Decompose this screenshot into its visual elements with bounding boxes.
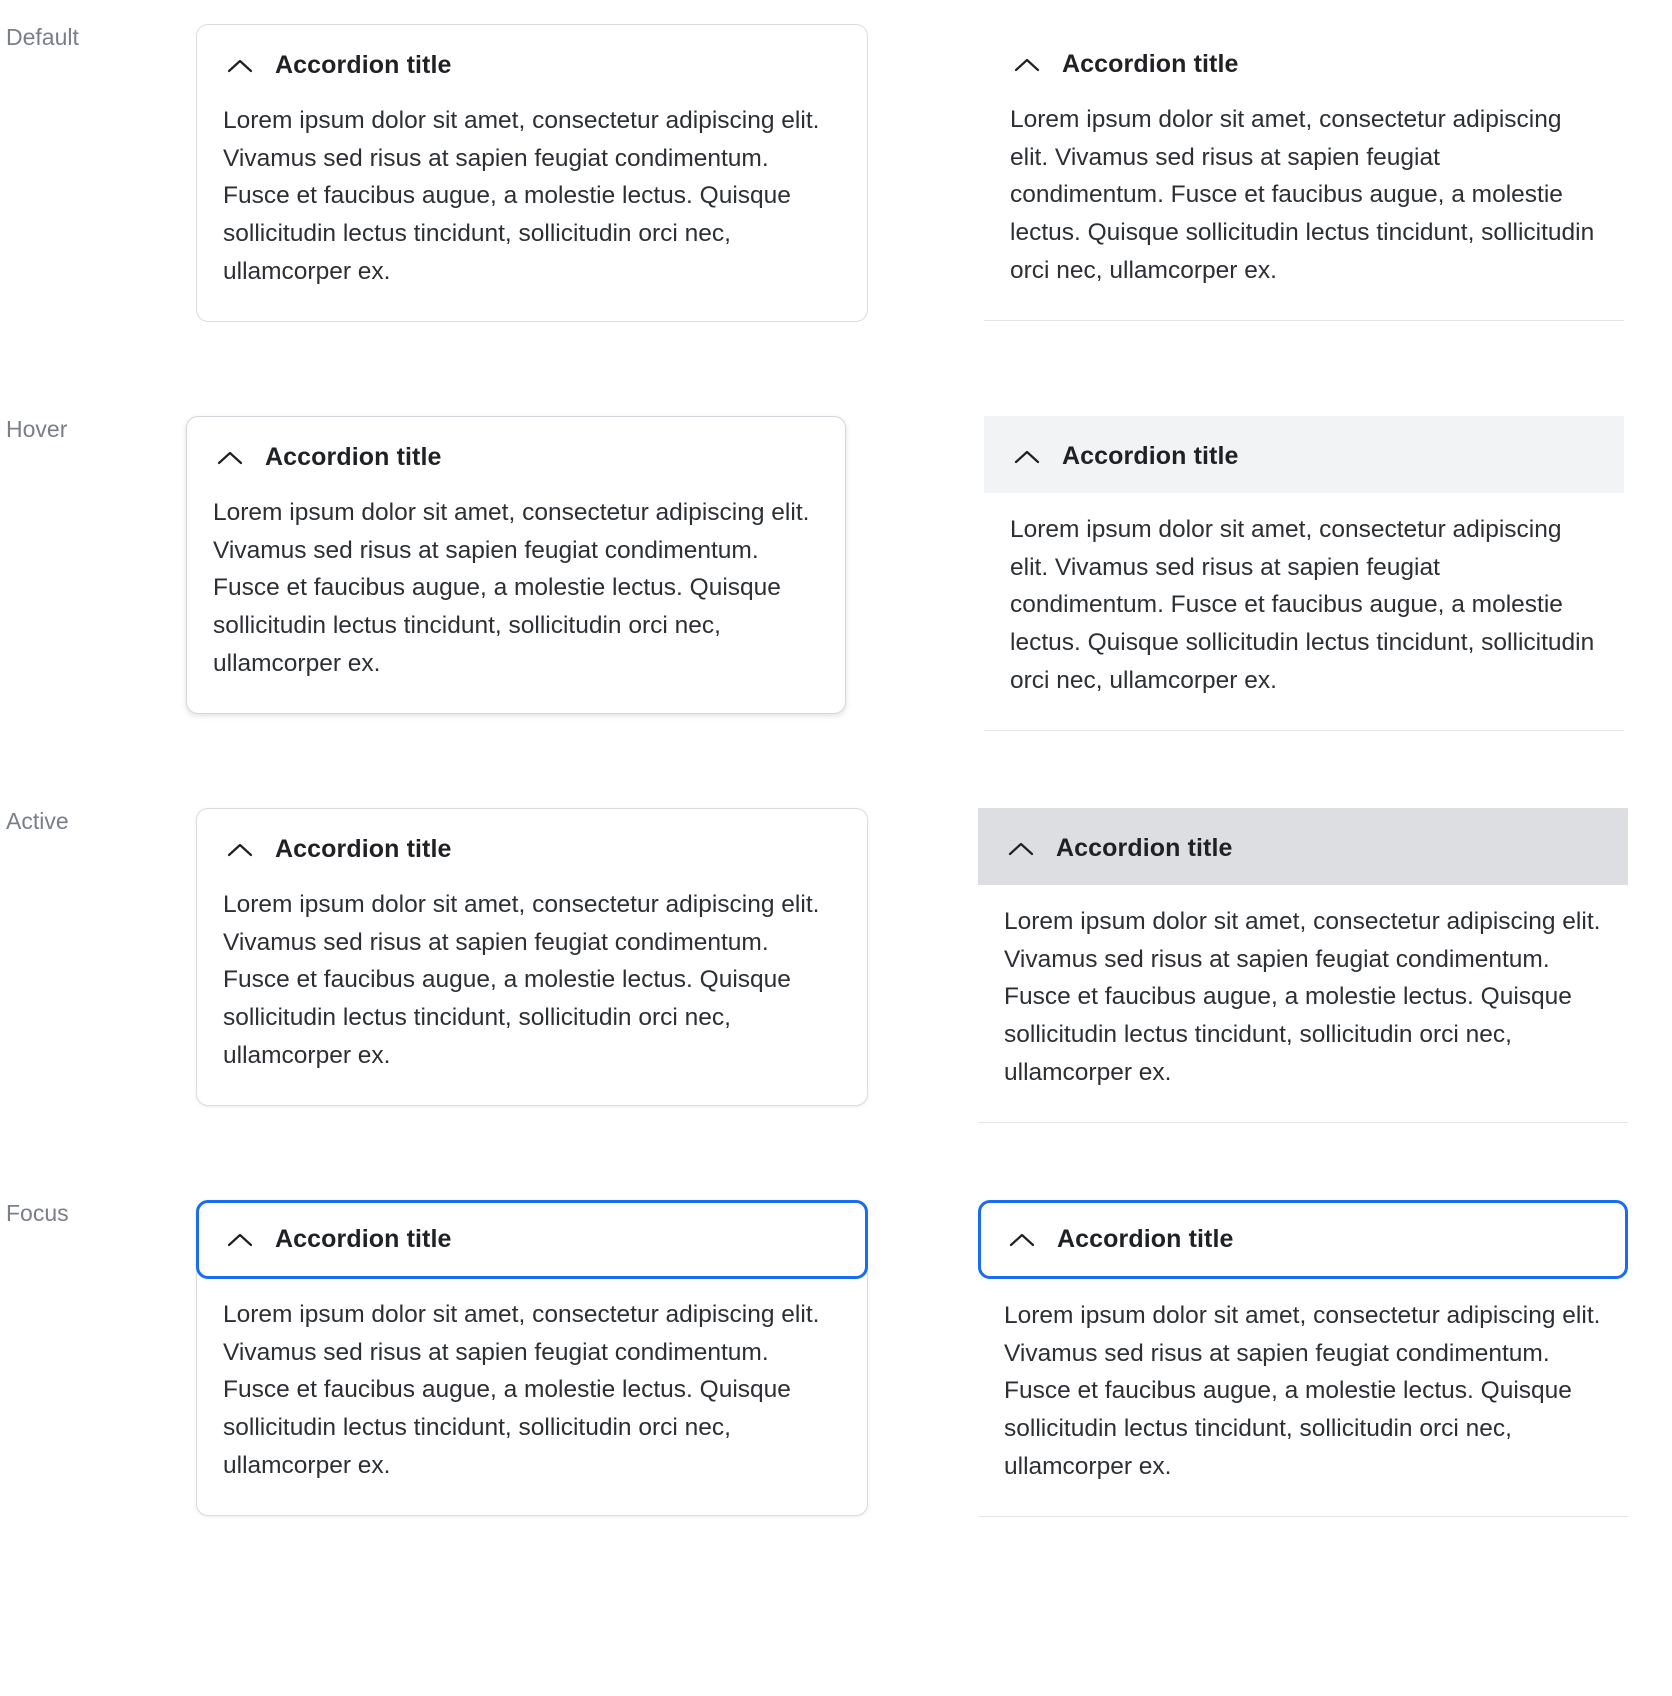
accordion-header-focus-ring[interactable] [196, 1200, 868, 1279]
chevron-up-icon [1010, 449, 1044, 465]
accordion-hover-plain [984, 416, 1624, 731]
accordion-header[interactable] [984, 416, 1624, 493]
accordion-plain[interactable] [984, 24, 1624, 321]
accordion-title: Accordion title [275, 51, 452, 79]
accordion-header[interactable] [187, 417, 845, 494]
state-row-hover [0, 416, 1672, 731]
accordion-focus-plain [978, 1200, 1628, 1517]
accordion-title: Accordion title [275, 1225, 452, 1253]
accordion-body: Lorem ipsum dolor sit amet, consectetur adipiscing elit. Vivamus sed risus at sapien feugiat condimentum. Fusce et faucibus augue, a molestie lectus. Quisque sollicitudin lectus tincidunt, sollicitudin orci nec, ullamcorper ex. [1004, 908, 1601, 1086]
accordion-focus-card [196, 1200, 868, 1516]
accordion-title: Accordion title [1062, 50, 1239, 78]
accordion-body: Lorem ipsum dolor sit amet, consectetur adipiscing elit. Vivamus sed risus at sapien feugiat condimentum. Fusce et faucibus augue, a molestie lectus. Quisque sollicitudin lectus tincidunt, sollicitudin orci nec, ullamcorper ex. [1004, 1302, 1601, 1480]
accordion-body: Lorem ipsum dolor sit amet, consectetur adipiscing elit. Vivamus sed risus at sapien feugiat condimentum. Fusce et faucibus augue, a molestie lectus. Quisque sollicitudin lectus tincidunt, sollicitudin orci nec, ullamcorper ex. [223, 107, 820, 285]
accordion-card[interactable] [196, 24, 868, 322]
state-row-default [0, 24, 1672, 322]
accordion-card[interactable] [186, 416, 846, 714]
state-row-active [0, 808, 1672, 1123]
chevron-up-icon [223, 1232, 257, 1248]
accordion-card[interactable] [196, 1200, 868, 1516]
accordion-body: Lorem ipsum dolor sit amet, consectetur adipiscing elit. Vivamus sed risus at sapien feugiat condimentum. Fusce et faucibus augue, a molestie lectus. Quisque sollicitudin lectus tincidunt, sollicitudin orci nec, ullamcorper ex. [1010, 516, 1595, 694]
accordion-header[interactable] [981, 1203, 1625, 1276]
chevron-up-icon [223, 58, 257, 74]
accordion-body: Lorem ipsum dolor sit amet, consectetur adipiscing elit. Vivamus sed risus at sapien feugiat condimentum. Fusce et faucibus augue, a molestie lectus. Quisque sollicitudin lectus tincidunt, sollicitudin orci nec, ullamcorper ex. [223, 1301, 820, 1479]
accordion-header[interactable] [197, 809, 867, 886]
accordion-plain[interactable] [978, 808, 1628, 1123]
accordion-header[interactable] [199, 1203, 865, 1276]
chevron-up-icon [1005, 1232, 1039, 1248]
accordion-title: Accordion title [1056, 834, 1233, 862]
accordion-header[interactable] [978, 808, 1628, 885]
state-label-active: Active [6, 808, 69, 834]
chevron-up-icon [223, 842, 257, 858]
accordion-body: Lorem ipsum dolor sit amet, consectetur adipiscing elit. Vivamus sed risus at sapien feugiat condimentum. Fusce et faucibus augue, a molestie lectus. Quisque sollicitudin lectus tincidunt, sollicitudin orci nec, ullamcorper ex. [223, 891, 820, 1069]
accordion-title: Accordion title [1062, 442, 1239, 470]
state-row-focus [0, 1200, 1672, 1517]
state-label-hover: Hover [6, 416, 68, 442]
accordion-header[interactable] [984, 24, 1624, 101]
accordion-body: Lorem ipsum dolor sit amet, consectetur adipiscing elit. Vivamus sed risus at sapien feugiat condimentum. Fusce et faucibus augue, a molestie lectus. Quisque sollicitudin lectus tincidunt, sollicitudin orci nec, ullamcorper ex. [213, 499, 810, 677]
accordion-card[interactable] [196, 808, 868, 1106]
chevron-up-icon [1010, 57, 1044, 73]
accordion-header[interactable] [197, 25, 867, 102]
accordion-title: Accordion title [275, 835, 452, 863]
accordion-plain[interactable] [984, 416, 1624, 731]
accordion-plain[interactable] [978, 1200, 1628, 1517]
accordion-title: Accordion title [1057, 1225, 1234, 1253]
accordion-default-card [196, 24, 868, 322]
accordion-header-focus-ring[interactable] [978, 1200, 1628, 1279]
state-label-focus: Focus [6, 1200, 69, 1226]
accordion-active-card [196, 808, 868, 1106]
accordion-default-plain [984, 24, 1624, 321]
state-label-default: Default [6, 24, 79, 50]
accordion-active-plain [978, 808, 1628, 1123]
accordion-body: Lorem ipsum dolor sit amet, consectetur adipiscing elit. Vivamus sed risus at sapien feugiat condimentum. Fusce et faucibus augue, a molestie lectus. Quisque sollicitudin lectus tincidunt, sollicitudin orci nec, ullamcorper ex. [1010, 106, 1595, 284]
chevron-up-icon [1004, 841, 1038, 857]
accordion-title: Accordion title [265, 443, 442, 471]
chevron-up-icon [213, 450, 247, 466]
accordion-hover-card [196, 416, 868, 714]
